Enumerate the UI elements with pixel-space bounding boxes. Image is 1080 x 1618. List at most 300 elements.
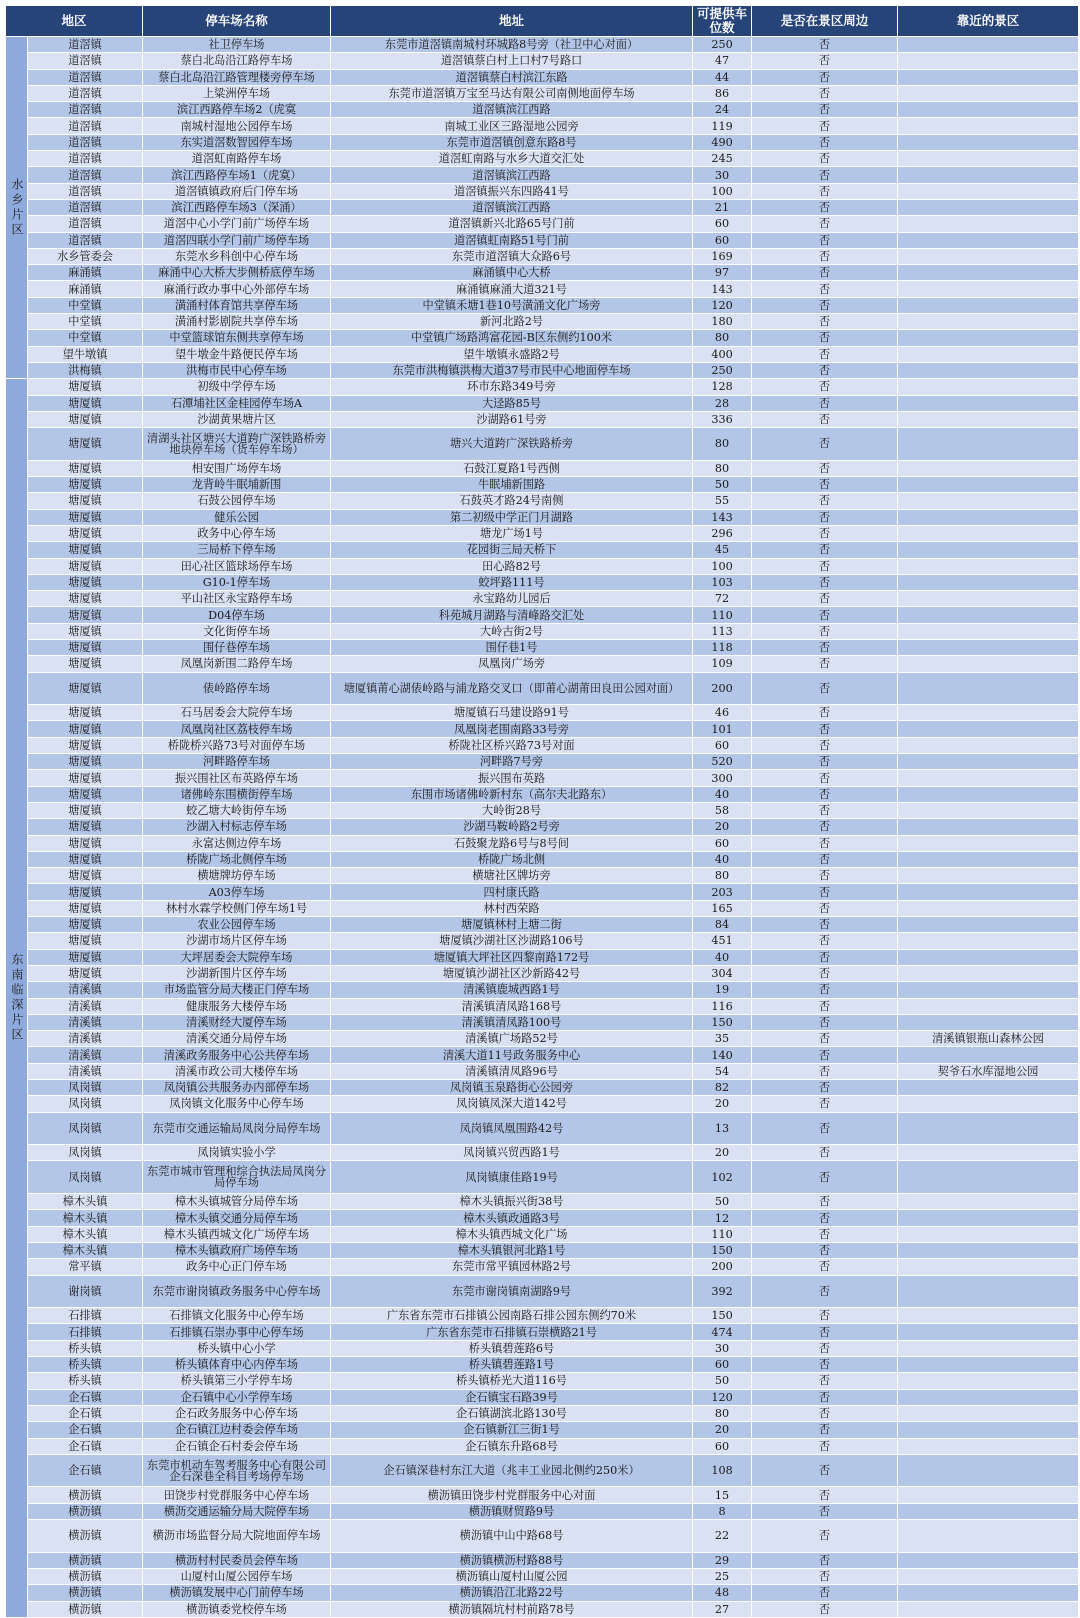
cell-scenic-spot	[898, 737, 1079, 753]
cell-near-scenic: 否	[752, 770, 898, 786]
cell-address: 蛟坪路111号	[331, 574, 693, 590]
cell-scenic-spot	[898, 770, 1079, 786]
cell-spaces: 245	[693, 151, 752, 167]
cell-near-scenic: 否	[752, 933, 898, 949]
table-row	[6, 1080, 1079, 1096]
cell-near-scenic: 否	[752, 705, 898, 721]
cell-scenic-spot	[898, 965, 1079, 981]
cell-near-scenic: 否	[752, 900, 898, 916]
cell-parking-name: 河畔路停车场	[143, 754, 331, 770]
cell-address: 南城工业区三路湿地公园旁	[331, 118, 693, 134]
table-row	[6, 85, 1079, 101]
cell-spaces: 86	[693, 85, 752, 101]
cell-parking-name: 樟木头镇政府广场停车场	[143, 1242, 331, 1258]
cell-spaces: 250	[693, 362, 752, 378]
cell-spaces: 35	[693, 1031, 752, 1047]
cell-parking-name: 企石镇中心小学停车场	[143, 1389, 331, 1405]
table-row	[6, 493, 1079, 509]
cell-district: 中堂镇	[28, 297, 143, 313]
cell-scenic-spot	[898, 362, 1079, 378]
cell-near-scenic: 否	[752, 672, 898, 705]
cell-address: 凤岗镇康佳路19号	[331, 1161, 693, 1194]
cell-district: 樟木头镇	[28, 1226, 143, 1242]
table-row	[6, 297, 1079, 313]
cell-parking-name: 山厦村山厦公园停车场	[143, 1568, 331, 1584]
cell-scenic-spot	[898, 1487, 1079, 1503]
cell-parking-name: 桥头镇体育中心内停车场	[143, 1357, 331, 1373]
cell-near-scenic: 否	[752, 281, 898, 297]
cell-spaces: 203	[693, 884, 752, 900]
table-row	[6, 1096, 1079, 1112]
table-row	[6, 411, 1079, 427]
table-row	[6, 167, 1079, 183]
cell-district: 塘厦镇	[28, 770, 143, 786]
cell-parking-name: 横沥交通运输分局大院停车场	[143, 1503, 331, 1519]
table-row	[6, 1503, 1079, 1519]
cell-spaces: 120	[693, 297, 752, 313]
cell-spaces: 120	[693, 1389, 752, 1405]
cell-spaces: 108	[693, 1454, 752, 1487]
cell-spaces: 490	[693, 134, 752, 150]
cell-near-scenic: 否	[752, 199, 898, 215]
cell-near-scenic: 否	[752, 1226, 898, 1242]
cell-address: 大岭街28号	[331, 802, 693, 818]
cell-district: 横沥镇	[28, 1601, 143, 1617]
cell-spaces: 110	[693, 1226, 752, 1242]
cell-address: 麻涌镇中心大桥	[331, 265, 693, 281]
cell-scenic-spot	[898, 265, 1079, 281]
cell-address: 横沥镇财贸路9号	[331, 1503, 693, 1519]
table-row	[6, 134, 1079, 150]
cell-spaces: 400	[693, 346, 752, 362]
cell-address: 东莞市道滘镇万宝至马达有限公司南侧地面停车场	[331, 85, 693, 101]
cell-parking-name: 健康服务大楼停车场	[143, 998, 331, 1014]
cell-address: 东莞市道滘镇南城村环城路8号旁（社卫中心对面）	[331, 37, 693, 53]
cell-district: 桥头镇	[28, 1373, 143, 1389]
cell-spaces: 150	[693, 1308, 752, 1324]
cell-parking-name: 三局桥下停车场	[143, 542, 331, 558]
cell-spaces: 58	[693, 802, 752, 818]
table-row	[6, 982, 1079, 998]
cell-scenic-spot	[898, 85, 1079, 101]
cell-parking-name: 道滘四联小学门前广场停车场	[143, 232, 331, 248]
table-row	[6, 1585, 1079, 1601]
cell-parking-name: 樟木头镇城管分局停车场	[143, 1194, 331, 1210]
cell-district: 清溪镇	[28, 1014, 143, 1030]
cell-near-scenic: 否	[752, 1503, 898, 1519]
cell-scenic-spot	[898, 1080, 1079, 1096]
cell-spaces: 84	[693, 917, 752, 933]
table-row	[6, 1438, 1079, 1454]
cell-near-scenic: 否	[752, 1194, 898, 1210]
cell-spaces: 13	[693, 1112, 752, 1145]
cell-scenic-spot	[898, 786, 1079, 802]
table-row	[6, 639, 1079, 655]
cell-scenic-spot	[898, 591, 1079, 607]
cell-spaces: 113	[693, 623, 752, 639]
cell-parking-name: 农业公园停车场	[143, 917, 331, 933]
cell-scenic-spot	[898, 998, 1079, 1014]
cell-address: 清溪大道11号政务服务中心	[331, 1047, 693, 1063]
table-row	[6, 672, 1079, 705]
cell-address: 石鼓聚龙路6号与8号间	[331, 835, 693, 851]
cell-scenic-spot	[898, 1308, 1079, 1324]
cell-spaces: 100	[693, 183, 752, 199]
cell-scenic-spot	[898, 428, 1079, 461]
cell-district: 道滘镇	[28, 118, 143, 134]
cell-near-scenic: 否	[752, 330, 898, 346]
cell-near-scenic: 否	[752, 1552, 898, 1568]
cell-scenic-spot	[898, 1552, 1079, 1568]
table-row	[6, 248, 1079, 264]
cell-scenic-spot	[898, 102, 1079, 118]
cell-spaces: 80	[693, 868, 752, 884]
table-row	[6, 232, 1079, 248]
cell-near-scenic: 否	[752, 1405, 898, 1421]
cell-scenic-spot	[898, 281, 1079, 297]
cell-district: 塘厦镇	[28, 900, 143, 916]
cell-address: 塘厦镇沙湖社区沙新路42号	[331, 965, 693, 981]
cell-address: 企石镇宝石路39号	[331, 1389, 693, 1405]
cell-spaces: 304	[693, 965, 752, 981]
cell-scenic-spot	[898, 330, 1079, 346]
cell-address: 桥头镇桥光大道116号	[331, 1373, 693, 1389]
cell-near-scenic: 否	[752, 216, 898, 232]
table-row	[6, 591, 1079, 607]
table-row	[6, 1324, 1079, 1340]
cell-address: 科苑城月湖路与清峰路交汇处	[331, 607, 693, 623]
cell-address: 石鼓江夏路1号西侧	[331, 460, 693, 476]
cell-scenic-spot	[898, 1194, 1079, 1210]
table-row	[6, 102, 1079, 118]
cell-address: 中堂镇禾塘1巷10号潢涌文化广场旁	[331, 297, 693, 313]
cell-district: 塘厦镇	[28, 672, 143, 705]
cell-parking-name: 相安围广场停车场	[143, 460, 331, 476]
cell-district: 塘厦镇	[28, 639, 143, 655]
cell-near-scenic: 否	[752, 428, 898, 461]
cell-scenic-spot	[898, 167, 1079, 183]
cell-spaces: 27	[693, 1601, 752, 1617]
cell-spaces: 392	[693, 1275, 752, 1308]
cell-parking-name: 石潭埔社区金桂园停车场A	[143, 395, 331, 411]
cell-parking-name: 清溪政务服务中心公共停车场	[143, 1047, 331, 1063]
cell-spaces: 474	[693, 1324, 752, 1340]
table-row	[6, 330, 1079, 346]
cell-near-scenic: 否	[752, 835, 898, 851]
cell-district: 企石镇	[28, 1389, 143, 1405]
cell-scenic-spot	[898, 1112, 1079, 1145]
cell-parking-name: 永富达侧边停车场	[143, 835, 331, 851]
cell-parking-name: 桥陇桥兴路73号对面停车场	[143, 737, 331, 753]
cell-parking-name: 清溪财经大厦停车场	[143, 1014, 331, 1030]
cell-scenic-spot	[898, 835, 1079, 851]
cell-parking-name: 滨江西路停车场3（深涌）	[143, 199, 331, 215]
cell-spaces: 200	[693, 672, 752, 705]
cell-scenic-spot	[898, 574, 1079, 590]
cell-address: 清溪镇广场路52号	[331, 1031, 693, 1047]
cell-scenic-spot	[898, 69, 1079, 85]
cell-parking-name: 凤岗镇公共服务办内部停车场	[143, 1080, 331, 1096]
cell-spaces: 20	[693, 1096, 752, 1112]
cell-near-scenic: 否	[752, 623, 898, 639]
cell-district: 道滘镇	[28, 167, 143, 183]
cell-scenic-spot	[898, 1259, 1079, 1275]
cell-spaces: 40	[693, 786, 752, 802]
cell-district: 塘厦镇	[28, 591, 143, 607]
cell-scenic-spot: 清溪镇银瓶山森林公园	[898, 1031, 1079, 1047]
cell-spaces: 44	[693, 69, 752, 85]
cell-near-scenic: 否	[752, 1454, 898, 1487]
table-row	[6, 900, 1079, 916]
cell-near-scenic: 否	[752, 1438, 898, 1454]
cell-near-scenic: 否	[752, 721, 898, 737]
cell-parking-name: 清溪市政公司大楼停车场	[143, 1063, 331, 1079]
cell-address: 桥头镇碧莲路1号	[331, 1357, 693, 1373]
cell-address: 东莞市道滘镇大众路6号	[331, 248, 693, 264]
cell-parking-name: 初级中学停车场	[143, 379, 331, 395]
table-row	[6, 754, 1079, 770]
cell-scenic-spot	[898, 1520, 1079, 1553]
table-row	[6, 118, 1079, 134]
region-label: 东南临深片区	[6, 379, 28, 1618]
cell-near-scenic: 否	[752, 949, 898, 965]
cell-near-scenic: 否	[752, 1601, 898, 1617]
cell-scenic-spot	[898, 411, 1079, 427]
cell-near-scenic: 否	[752, 1340, 898, 1356]
cell-address: 围仔巷1号	[331, 639, 693, 655]
cell-near-scenic: 否	[752, 802, 898, 818]
cell-parking-name: 田心社区篮球场停车场	[143, 558, 331, 574]
cell-near-scenic: 否	[752, 232, 898, 248]
cell-spaces: 22	[693, 1520, 752, 1553]
cell-address: 广东省东莞市石排镇公园南路石排公园东侧约70米	[331, 1308, 693, 1324]
cell-near-scenic: 否	[752, 1389, 898, 1405]
cell-district: 桥头镇	[28, 1340, 143, 1356]
table-row	[6, 1275, 1079, 1308]
cell-parking-name: 横沥镇委党校停车场	[143, 1601, 331, 1617]
cell-district: 塘厦镇	[28, 525, 143, 541]
table-row	[6, 949, 1079, 965]
cell-near-scenic: 否	[752, 998, 898, 1014]
table-row	[6, 151, 1079, 167]
cell-spaces: 60	[693, 232, 752, 248]
cell-address: 企石镇深巷村东江大道（兆丰工业园北侧约250米）	[331, 1454, 693, 1487]
cell-spaces: 20	[693, 1145, 752, 1161]
cell-near-scenic: 否	[752, 134, 898, 150]
cell-scenic-spot	[898, 1389, 1079, 1405]
table-row	[6, 933, 1079, 949]
cell-address: 清溪镇清凤路100号	[331, 1014, 693, 1030]
cell-district: 麻涌镇	[28, 281, 143, 297]
header-address: 地址	[331, 6, 693, 37]
cell-parking-name: 诸佛岭东围横街停车场	[143, 786, 331, 802]
cell-district: 凤岗镇	[28, 1161, 143, 1194]
cell-parking-name: 蔡白北岛沿江路管理楼旁停车场	[143, 69, 331, 85]
cell-address: 牛眠埔新围路	[331, 477, 693, 493]
cell-parking-name: 石排镇文化服务中心停车场	[143, 1308, 331, 1324]
cell-spaces: 50	[693, 477, 752, 493]
cell-near-scenic: 否	[752, 1063, 898, 1079]
cell-parking-name: 东莞市城市管理和综合执法局凤岗分局停车场	[143, 1161, 331, 1194]
cell-spaces: 60	[693, 737, 752, 753]
cell-parking-name: 麻涌中心大桥大步侧桥底停车场	[143, 265, 331, 281]
cell-scenic-spot	[898, 525, 1079, 541]
cell-spaces: 119	[693, 118, 752, 134]
cell-near-scenic: 否	[752, 786, 898, 802]
cell-address: 清溪镇鹿城西路1号	[331, 982, 693, 998]
cell-near-scenic: 否	[752, 1047, 898, 1063]
cell-scenic-spot	[898, 1210, 1079, 1226]
cell-parking-name: 道滘镇镇政府后门停车场	[143, 183, 331, 199]
table-row	[6, 53, 1079, 69]
table-row	[6, 1552, 1079, 1568]
table-row	[6, 1520, 1079, 1553]
cell-near-scenic: 否	[752, 37, 898, 53]
cell-district: 塘厦镇	[28, 379, 143, 395]
table-row	[6, 379, 1079, 395]
cell-address: 清溪镇清凤路96号	[331, 1063, 693, 1079]
cell-parking-name: 清湖头社区塘兴大道跨广深铁路桥旁地块停车场（货车停车场）	[143, 428, 331, 461]
cell-spaces: 45	[693, 542, 752, 558]
table-row	[6, 607, 1079, 623]
cell-spaces: 336	[693, 411, 752, 427]
cell-spaces: 50	[693, 1194, 752, 1210]
cell-district: 塘厦镇	[28, 721, 143, 737]
cell-district: 塘厦镇	[28, 428, 143, 461]
table-row	[6, 965, 1079, 981]
cell-scenic-spot	[898, 982, 1079, 998]
cell-parking-name: 大坪居委会大院停车场	[143, 949, 331, 965]
cell-parking-name: 横沥市场监督分局大院地面停车场	[143, 1520, 331, 1553]
cell-address: 振兴围布英路	[331, 770, 693, 786]
cell-spaces: 82	[693, 1080, 752, 1096]
cell-address: 花园街三局天桥下	[331, 542, 693, 558]
cell-spaces: 103	[693, 574, 752, 590]
table-row	[6, 851, 1079, 867]
cell-district: 道滘镇	[28, 37, 143, 53]
cell-address: 麻涌镇麻涌大道321号	[331, 281, 693, 297]
table-row	[6, 1031, 1079, 1047]
cell-address: 樟木头镇银河北路1号	[331, 1242, 693, 1258]
cell-parking-name: 企石镇企石村委会停车场	[143, 1438, 331, 1454]
cell-spaces: 102	[693, 1161, 752, 1194]
cell-spaces: 250	[693, 37, 752, 53]
cell-district: 清溪镇	[28, 1047, 143, 1063]
table-row	[6, 802, 1079, 818]
cell-district: 道滘镇	[28, 85, 143, 101]
cell-spaces: 15	[693, 1487, 752, 1503]
cell-district: 塘厦镇	[28, 656, 143, 672]
cell-scenic-spot	[898, 493, 1079, 509]
cell-address: 樟木头镇西城文化广场	[331, 1226, 693, 1242]
cell-address: 塘龙广场1号	[331, 525, 693, 541]
cell-parking-name: 洪梅市民中心停车场	[143, 362, 331, 378]
cell-district: 塘厦镇	[28, 509, 143, 525]
cell-near-scenic: 否	[752, 1210, 898, 1226]
table-row	[6, 574, 1079, 590]
cell-near-scenic: 否	[752, 737, 898, 753]
cell-spaces: 48	[693, 1585, 752, 1601]
cell-near-scenic: 否	[752, 868, 898, 884]
table-row	[6, 1568, 1079, 1584]
cell-district: 常平镇	[28, 1259, 143, 1275]
cell-address: 东围市场诸佛岭新村东（高尔夫北路东）	[331, 786, 693, 802]
cell-parking-name: 振兴围社区布英路停车场	[143, 770, 331, 786]
cell-district: 塘厦镇	[28, 884, 143, 900]
cell-address: 塘兴大道跨广深铁路桥旁	[331, 428, 693, 461]
cell-parking-name: 望牛墩金牛路便民停车场	[143, 346, 331, 362]
cell-spaces: 19	[693, 982, 752, 998]
cell-parking-name: 桥头镇第三小学停车场	[143, 1373, 331, 1389]
cell-near-scenic: 否	[752, 118, 898, 134]
cell-district: 麻涌镇	[28, 265, 143, 281]
cell-address: 望牛墩镇永盛路2号	[331, 346, 693, 362]
cell-address: 凤岗镇凤深大道142号	[331, 1096, 693, 1112]
cell-parking-name: D04停车场	[143, 607, 331, 623]
cell-scenic-spot	[898, 1601, 1079, 1617]
cell-parking-name: 文化街停车场	[143, 623, 331, 639]
cell-address: 东莞市常平镇园林路2号	[331, 1259, 693, 1275]
table-row	[6, 917, 1079, 933]
cell-district: 清溪镇	[28, 998, 143, 1014]
cell-near-scenic: 否	[752, 982, 898, 998]
cell-district: 桥头镇	[28, 1357, 143, 1373]
table-row	[6, 1014, 1079, 1030]
cell-near-scenic: 否	[752, 1585, 898, 1601]
cell-district: 望牛墩镇	[28, 346, 143, 362]
table-row	[6, 216, 1079, 232]
cell-scenic-spot	[898, 1161, 1079, 1194]
table-row	[6, 1487, 1079, 1503]
table-row	[6, 183, 1079, 199]
cell-address: 凤岗镇玉泉路街心公园旁	[331, 1080, 693, 1096]
table-row	[6, 737, 1079, 753]
table-row	[6, 1373, 1079, 1389]
cell-district: 塘厦镇	[28, 493, 143, 509]
header-spaces: 可提供车位数	[693, 6, 752, 37]
cell-spaces: 40	[693, 851, 752, 867]
cell-spaces: 451	[693, 933, 752, 949]
parking-table	[5, 5, 1079, 1618]
cell-scenic-spot	[898, 656, 1079, 672]
cell-parking-name: 横沥村村民委员会停车场	[143, 1552, 331, 1568]
cell-near-scenic: 否	[752, 1422, 898, 1438]
cell-parking-name: 企石镇江边村委会停车场	[143, 1422, 331, 1438]
cell-parking-name: 东实道滘数智园停车场	[143, 134, 331, 150]
cell-scenic-spot	[898, 868, 1079, 884]
cell-parking-name: 中堂篮球馆东侧共享停车场	[143, 330, 331, 346]
cell-district: 清溪镇	[28, 1063, 143, 1079]
cell-district: 石排镇	[28, 1308, 143, 1324]
cell-near-scenic: 否	[752, 1373, 898, 1389]
cell-parking-name: 凤岗镇文化服务中心停车场	[143, 1096, 331, 1112]
cell-near-scenic: 否	[752, 477, 898, 493]
cell-parking-name: 沙湖市场片区停车场	[143, 933, 331, 949]
cell-address: 横沥镇沿江北路22号	[331, 1585, 693, 1601]
cell-parking-name: 滨江西路停车场1（虎寞）	[143, 167, 331, 183]
cell-parking-name: 石马居委会大院停车场	[143, 705, 331, 721]
cell-district: 水乡管委会	[28, 248, 143, 264]
cell-near-scenic: 否	[752, 607, 898, 623]
cell-parking-name: 围仔巷停车场	[143, 639, 331, 655]
cell-near-scenic: 否	[752, 493, 898, 509]
table-row	[6, 525, 1079, 541]
cell-scenic-spot	[898, 183, 1079, 199]
cell-district: 凤岗镇	[28, 1112, 143, 1145]
cell-parking-name: 道滘中心小学门前广场停车场	[143, 216, 331, 232]
cell-district: 塘厦镇	[28, 607, 143, 623]
cell-district: 塘厦镇	[28, 542, 143, 558]
